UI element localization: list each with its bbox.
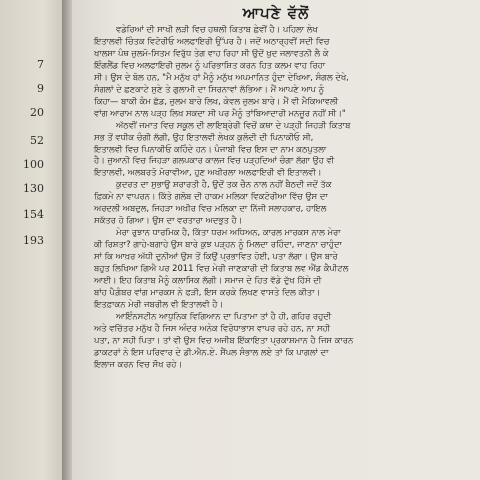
right-page xyxy=(72,0,480,480)
text-line: ਆਇੰਨਸਟੀਨ ਆਧੁਨਿਕ ਵਿਗਿਆਨ ਦਾ ਪਿਤਾਮਾ ਤਾਂ ਹੈ ਹੀ, ਗਹਿਰ ਰਹੁਦੀ xyxy=(116,310,332,321)
text-line: ਸੰਗਲਾਂ ਦੇ ਛਣਕਾਟੇ ਸੁਣੇ ਤੇ ਗੁਲਾਮੀ ਦਾ ਸਿਰਨਾਵਾਂ ਲੱਭਿਆ। ਮੈਂ ਆਪਣੇ ਆਪ ਨੂੰ xyxy=(94,83,324,94)
text-line: ਇਤਫ਼ਾਕਨ ਮੇਰੀ ਜਬਰੀਲ ਵੀ ਇਤਾਲਵੀ ਹੈ। xyxy=(94,298,224,309)
text-line: ਆਈ। ਇਹ ਕਿਤਾਬ ਮੈਨੂੰ ਕਲਾਸਿਕ ਲੱਗੀ। ਸਮਾਜ ਦੇ ਹਿਤ ਵੱਡੇ ਦੁੱਖ ਹਿੱਸੇ ਦੀ xyxy=(94,275,322,286)
toc-page-number: 130 xyxy=(23,182,44,195)
body-paragraph xyxy=(80,179,476,227)
text-line: ਕਿਹਾ— ਬਾਕੀ ਕੰਮ ਛੱਡ, ਜ਼ੁਲਮ ਬਾਰੇ ਲਿਖ, ਕੇਵਲ ਜ਼ੁਲਮ ਬਾਰੇ। ਮੈਂ ਵੀ ਮੈਕਿਆਵਲੀ xyxy=(94,95,339,106)
body-paragraph xyxy=(80,120,476,180)
table-of-contents-page-numbers xyxy=(0,0,62,480)
text-line: ਅੱਠਵੀਂ ਜਮਾਤ ਵਿਚ ਸਕੂਲ ਦੀ ਲਾਇਬ੍ਰੇਰੀ ਵਿਚੋਂ ਕਥਾ ਦੇ ਪੜ੍ਹੀ ਜਿਹੜੀ ਕਿਤਾਬ xyxy=(116,119,351,130)
toc-page-number: 52 xyxy=(30,134,44,147)
text-line: ਇਤਾਲਵੀ ਵਿਚ ਪਿਨਾਕੀਓ ਕਹਿੰਦੇ ਹਨ। ਪੰਜਾਬੀ ਵਿਚ ਇਸ ਦਾ ਨਾਮ ਕਠਪੁਤਲਾ xyxy=(94,143,327,154)
left-page xyxy=(0,0,62,480)
book-gutter xyxy=(62,0,72,480)
text-line: ਕੁਦਰਤ ਦਾ ਸੁਭਾਉ ਸ਼ਰਾਰਤੀ ਹੈ, ਉਦੋਂ ਤਕ ਚੈਨ ਨਾਲ ਨਹੀਂ ਬੈਠਦੀ ਜਦੋਂ ਤੱਕ xyxy=(116,179,332,190)
toc-page-number: 193 xyxy=(23,234,44,247)
text-line: ਵਡੇਰਿਆਂ ਦੀ ਸਾਖੀ ਲੜੀ ਵਿਚ ਹਥਲੀ ਕਿਤਾਬ ਛੇਵੀਂ ਹੈ। ਪਹਿਲਾ ਲੇਖ xyxy=(116,24,318,34)
text-line: ਪਤਾ, ਨਾ ਸਹੀ ਪਿਤਾ। ਤਾਂ ਵੀ ਉਸ ਵਿਚ ਅਜੀਬ ਇੱਕਾਇਤਾ ਪ੍ਰਕਾਸ਼ਮਾਨ ਹੈ ਜਿਸ ਕਾਰਨ xyxy=(94,334,354,345)
text-line: ਫ਼ਿਕਮੇ ਨਾ ਵਾਪਰਨ। ਕਿੱਤੇ ਗਲੋਬ ਦੀ ਹਾਕਮ ਮਲਿਕਾ ਵਿਕਟੋਰੀਆ ਵਿੱਚ ਉਸ ਦਾ xyxy=(94,191,328,202)
text-line: ਵਾਂਗ ਆਰਾਮ ਨਾਲ ਪੜ੍ਹ ਲਿਖ ਸਕਦਾ ਸੀ ਪਰ ਮੈਨੂੰ ਤਾਂਬਿਆਦਾਰੀ ਮਨਜ਼ੂਰ ਨਹੀਂ ਸੀ।" xyxy=(94,107,346,118)
toc-page-number: 7 xyxy=(37,58,44,71)
text-line: ਮੇਰਾ ਰੁਝਾਨ ਧਾਰਮਿਕ ਹੈ, ਕਿੱਤਾ ਧਰਮ ਅਧਿਅਨ, ਕਾਰਲ ਮਾਰਕਸ ਨਾਲ ਮੇਰਾ xyxy=(116,227,341,238)
text-line: ਸਭ ਤੋਂ ਵਧੀਕ ਚੰਗੀ ਲੱਗੀ, ਉਹ ਇਤਾਲਵੀ ਲੇਖਕ ਕੁਲੋਦੀ ਦੀ ਪਿਨਾਕੀਓ ਸੀ, xyxy=(94,131,314,142)
text-line: ਇੰਗਲੈਂਡ ਵਿਚ ਅਲਫਾਇਰੀ ਜ਼ੁਲਮ ਨੂੰ ਪਰਿਭਾਸ਼ਿਤ ਕਰਨ ਹਿਤ ਕਲਮ ਵਾਹ ਰਿਹਾ xyxy=(94,59,326,70)
body-paragraph xyxy=(80,311,476,371)
page-body-text xyxy=(80,24,476,476)
text-line: ਡਾਕਟਰਾਂ ਨੇ ਇਸ ਪਰਿਵਾਰ ਦੇ ਡੀ.ਐਨ.ਏ. ਸੈਂਪਲ ਸੰਭਾਲ ਲਏ ਤਾਂ ਕਿ ਪਾਗਲਾਂ ਦਾ xyxy=(94,346,329,357)
toc-page-number: 20 xyxy=(30,106,44,119)
text-line: ਅਰਦਲੀ ਅਬਦੁਲ, ਜਿਹੜਾ ਅਖ਼ੀਰ ਵਿਚ ਮਲਿਕਾ ਦਾ ਨਿੱਜੀ ਸਲਾਹਕਾਰ, ਹਾਇਲ xyxy=(94,203,327,214)
text-line: ਕੀ ਰਿਸ਼ਤਾ? ਗਾਹੇ-ਬਗਾਹੇ ਉਸ ਬਾਰੇ ਕੁਝ ਪੜ੍ਹਨ ਨੂੰ ਮਿਲਦਾ ਰਹਿੰਦਾ, ਜਾਣਨਾ ਚਾਹੁੰਦਾ xyxy=(94,239,342,250)
text-line: ਇਤਾਲਵੀ, ਅਲਬਰਤੋ ਮੋਰਾਵੀਆ, ਹੁਣ ਅਖੀਰਲਾ ਅਲਫਾਇਰੀ ਵੀ ਇਤਾਲਵੀ। xyxy=(94,167,322,178)
text-line: ਸਕੱਤਰ ਹੋ ਗਿਆ। ਉਸ ਦਾ ਵਰਤਾਰਾ ਅਦਭੁਤ ਹੈ। xyxy=(94,215,243,226)
body-paragraph xyxy=(80,227,476,311)
text-line: ਖਾਲਸਾ ਪੰਥ ਜ਼ੁਲਮੋ-ਸਿਤਮ ਵਿਰੁੱਧ ਤੇਗ ਵਾਹ ਰਿਹਾ ਸੀ ਉਦੋਂ ਖੁਦ ਜਲਾਵਤਨੀ ਲੈ ਕੇ xyxy=(94,47,329,58)
text-line: ਅਤੇ ਵਚਿੱਤਰ ਮਨੁੱਖ ਹੈ ਜਿਸ ਅੰਦਰ ਅਨੇਕ ਵਿਰੋਧਾਭਾਸ ਵਾਪਰ ਰਹੇ ਹਨ, ਨਾ ਸਹੀ xyxy=(94,322,331,333)
text-line: ਸੀ। ਉਸ ਦੇ ਬੋਲ ਹਨ, "ਮੈ ਮਨੁੱਖ ਹਾਂ ਮੈਨੂੰ ਮਨੁੱਖ ਅਪਮਾਨਿਤ ਹੁੰਦਾ ਦੇਖਿਆ, ਸੰਗਲ ਦੇਖੇ, xyxy=(94,71,349,82)
body-paragraph xyxy=(80,24,476,120)
text-line: ਬਹੁਤ ਲਿਖਿਆ ਗਿਐ ਪਰ 2011 ਵਿਚ ਮੇਰੀ ਜਾਣਕਾਰੀ ਦੀ ਕਿਤਾਬ ਲਵ ਐਂਡ ਕੈਪੀਟਲ xyxy=(94,263,349,274)
text-line: ਇਲਾਜ ਕਰਨ ਵਿਚ ਸੌਖ ਰਹੇ। xyxy=(94,358,183,369)
text-line: ਬਾਂਹ ਪੈਗ਼ੰਬਰ ਵਾਂਗ ਮਾਰਕਸ ਨੇ ਫੜੀ, ਇਸ ਕਰਕੇ ਲਿਖਣ ਵਾਸਤੇ ਦਿਲ ਕੀਤਾ। xyxy=(94,286,321,297)
page-title: ਆਪਣੇ ਵੱਲੋਂ xyxy=(242,4,310,22)
toc-page-number: 9 xyxy=(37,82,44,95)
text-line: ਸਾਂ ਕਿ ਆਖ਼ਰ ਅੱਧੀ ਦੁਨੀਆਂ ਉਸ ਤੋਂ ਕਿਉਂ ਪ੍ਰਭਾਵਿਤ ਹੋਈ, ਪਤਾ ਲੱਗਾ। ਉਸ ਬਾਰੇ xyxy=(94,251,338,262)
toc-page-number: 100 xyxy=(23,158,44,171)
text-line: ਇਤਾਲਵੀ ਚਿੰਤਕ ਵਿਟੋਰੀਓ ਅਲਫਾਇਰੀ ਉੱਪਰ ਹੈ। ਜਦੋਂ ਅਠਾਰ੍ਹਵੀਂ ਸਦੀ ਵਿਚ xyxy=(94,35,330,46)
text-line: ਹੈ। ਜੁਆਨੀ ਵਿਚ ਜਿਹੜਾ ਗਲਪਕਾਰ ਕਾਲਜ ਵਿਚ ਪੜ੍ਹਦਿਆਂ ਚੰਗਾ ਲੱਗਾ ਉਹ ਵੀ xyxy=(94,155,335,166)
toc-page-number: 154 xyxy=(23,208,44,221)
